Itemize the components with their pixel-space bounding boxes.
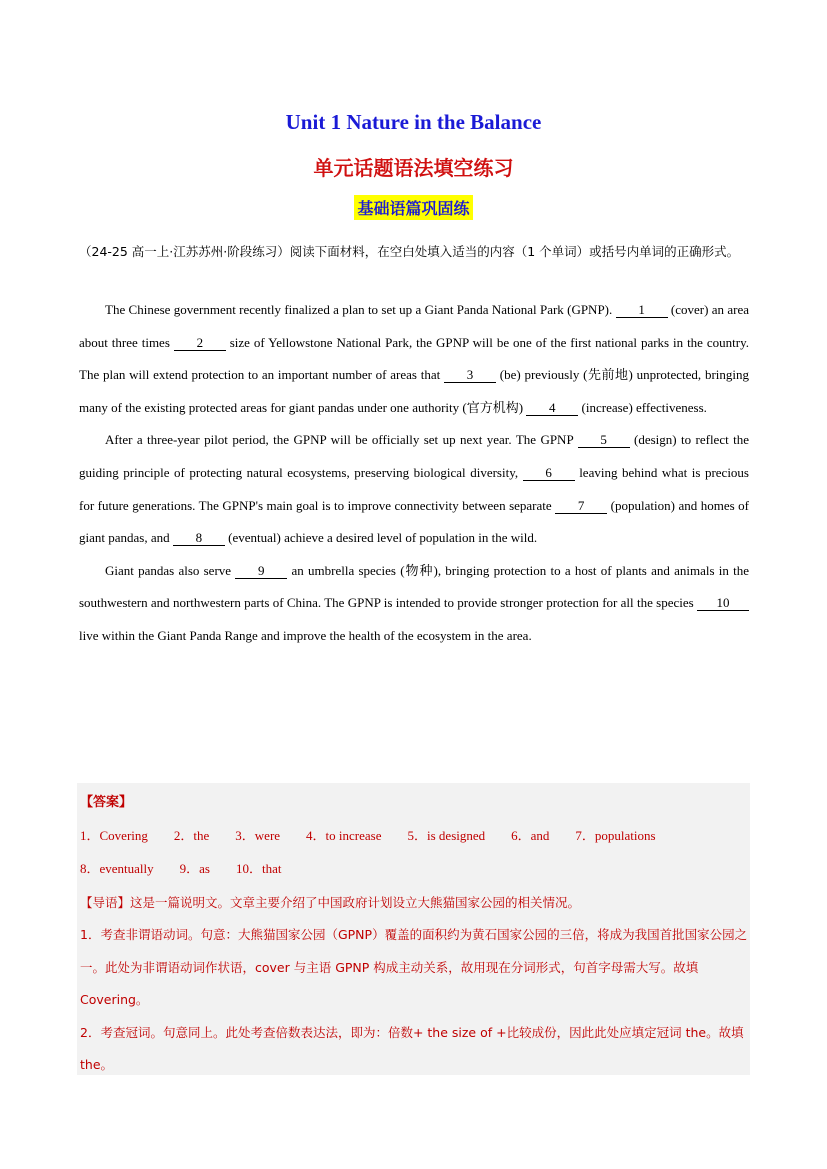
exercise-instructions: （24-25 高一上·江苏苏州·阶段练习）阅读下面材料，在空白处填入适当的内容（1 个单词）或括号内单词的正确形式。 — [79, 244, 740, 259]
passage-paragraph: The Chinese government recently finalized a plan to set up a Giant Panda National Park (GPNP). 1 (cover) an area about three times 2 size of Yellowstone National Park, the GPNP will be one of the first national parks in the country. The plan will extend protection to an important number of areas that 3 (be) previously (先前地) unprotected, bringing many of the existing protected areas for giant pandas under one authority (官方机构) 4 (increase) effectiveness. — [79, 302, 750, 415]
guide-text: 【导语】这是一篇说明文。文章主要介绍了中国政府计划设立大熊猫国家公园的相关情况。 — [80, 894, 581, 910]
answer-blank-3[interactable]: 3 — [444, 368, 496, 383]
answer-blank-4[interactable]: 4 — [526, 401, 578, 416]
passage-paragraph: Giant pandas also serve 9 an umbrella species (物种), bringing protection to a host of plants and animals in the southwestern and northwestern parts of China. The GPNP is intended to provide stronger protection for all the species 10 live within the Giant Panda Range and improve the health of the ecosystem in the area. — [79, 562, 749, 643]
answer-blank-6[interactable]: 6 — [523, 466, 575, 481]
answer-blank-5[interactable]: 5 — [578, 433, 630, 448]
section-label: 基础语篇巩固练 — [354, 195, 472, 220]
answer-item: 5．is designed — [407, 827, 486, 843]
answer-item: 2．the — [173, 827, 210, 843]
explanation-1: 1．考查非谓语动词。句意：大熊猫国家公园（GPNP）覆盖的面积约为黄石国家公园的三倍，将成为我国首批国家公园之一。此处为非谓语动词作状语，cover 与主语 GPNP 构成主动关系，故用现在分词形式，句首字母需大写。故填 Covering。 — [80, 927, 748, 1007]
answer-item: 10．that — [236, 861, 282, 876]
answer-blank-10[interactable]: 10 — [697, 596, 749, 611]
page-subtitle: 单元话题语法填空练习 — [313, 156, 514, 180]
answer-blank-1[interactable]: 1 — [616, 303, 668, 318]
page-title: Unit 1 Nature in the Balance — [285, 110, 542, 134]
passage-paragraph: After a three-year pilot period, the GPNP will be officially set up next year. The GPNP 5 (design) to reflect the guiding principle of protecting natural ecosystems, preserving biological diversity, 6 leaving behind what is precious for future generations. The GPNP's main goal is to improve connectivity between separate 7 (population) and homes of giant pandas, and 8 (eventual) achieve a desired level of population in the wild. — [79, 432, 749, 546]
answer-item: 4．to increase — [306, 827, 382, 843]
answer-section — [77, 783, 750, 1075]
answer-blank-2[interactable]: 2 — [174, 336, 226, 351]
answer-blank-8[interactable]: 8 — [173, 531, 225, 546]
answer-heading: 【答案】 — [80, 795, 133, 810]
answer-blank-9[interactable]: 9 — [235, 564, 287, 579]
answer-item: 9．as — [179, 861, 210, 876]
answer-item: 1．Covering — [80, 827, 148, 843]
answer-key-row — [80, 820, 748, 854]
answer-blank-7[interactable]: 7 — [555, 499, 607, 514]
answer-item: 7．populations — [575, 827, 656, 843]
answer-item: 8．eventually — [80, 861, 154, 876]
answer-item: 3．were — [235, 827, 281, 843]
explanation-2: 2．考查冠词。句意同上。此处考查倍数表达法，即为：倍数+ the size of +比较成份，因此此处应填定冠词 the。故填 the。 — [80, 1024, 744, 1072]
answer-key-row — [80, 853, 748, 887]
reading-passage — [79, 294, 749, 653]
answer-item: 6．and — [511, 827, 550, 843]
